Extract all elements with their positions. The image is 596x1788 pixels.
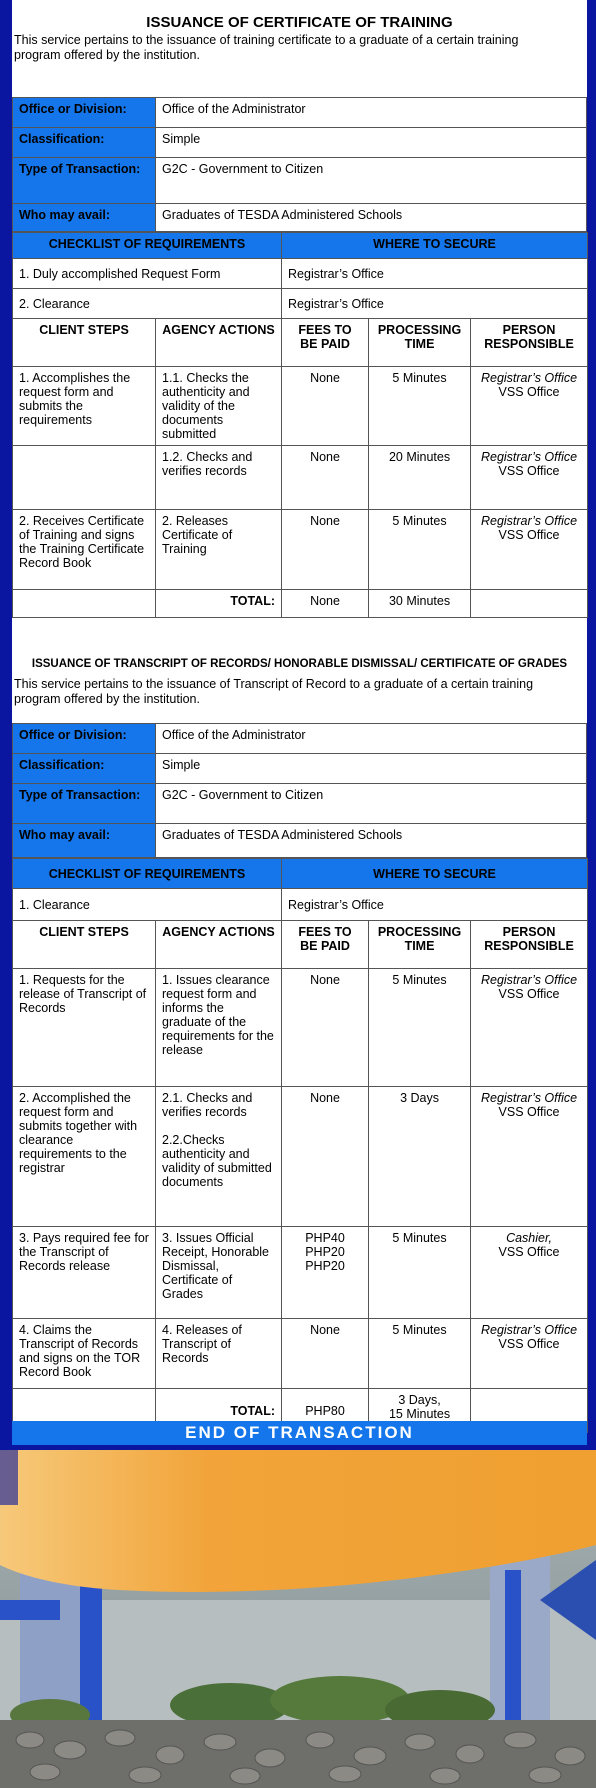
- processing-time: 5 Minutes: [369, 1227, 471, 1319]
- person-responsible: [471, 446, 588, 510]
- checklist-header: CHECKLIST OF REQUIREMENTS: [13, 233, 282, 259]
- requirement-item: 1. Clearance: [13, 889, 282, 921]
- empty-cell: [471, 590, 588, 618]
- processing-time: 5 Minutes: [369, 367, 471, 446]
- col-fees: FEES TO BE PAID: [282, 319, 369, 367]
- processing-time: 5 Minutes: [369, 510, 471, 590]
- person-responsible: [471, 1227, 588, 1319]
- section2-process-table: [12, 858, 588, 1433]
- processing-time: 5 Minutes: [369, 1319, 471, 1389]
- agency-action: [156, 1087, 282, 1227]
- agency-action: 1.2. Checks and verifies records: [156, 446, 282, 510]
- table-row: [13, 367, 588, 446]
- fee: None: [282, 510, 369, 590]
- info-label: Type of Transaction:: [13, 784, 156, 824]
- info-label: Who may avail:: [13, 204, 156, 232]
- info-value: G2C - Government to Citizen: [156, 784, 587, 824]
- person-line: Registrar’s Office: [480, 450, 578, 464]
- total-time-line: 3 Days,: [398, 1393, 441, 1407]
- info-label: Office or Division:: [13, 98, 156, 128]
- person-line: Registrar’s Office: [480, 1091, 578, 1105]
- client-step: 4. Claims the Transcript of Records and signs on the TOR Record Book: [13, 1319, 156, 1389]
- col-person-responsible: PERSON RESPONSIBLE: [471, 319, 588, 367]
- fee: [282, 1227, 369, 1319]
- person-line: VSS Office: [498, 1105, 560, 1119]
- col-processing-time: PROCESSING TIME: [369, 319, 471, 367]
- document-page: [12, 0, 587, 1430]
- fee: None: [282, 446, 369, 510]
- requirement-where: Registrar’s Office: [282, 289, 588, 319]
- requirement-item: 1. Duly accomplished Request Form: [13, 259, 282, 289]
- fee: None: [282, 969, 369, 1087]
- section2-title: ISSUANCE OF TRANSCRIPT OF RECORDS/ HONORABLE DISMISSAL/ CERTIFICATE OF GRADES: [31, 658, 568, 670]
- fee-line: PHP40: [305, 1231, 345, 1245]
- person-line: VSS Office: [498, 987, 560, 1001]
- client-step: 2. Receives Certificate of Training and signs the Training Certificate Record Book: [13, 510, 156, 590]
- client-step: 1. Requests for the release of Transcript of Records: [13, 969, 156, 1087]
- agency-action-line: 2.1. Checks and verifies records: [162, 1091, 253, 1119]
- person-line: VSS Office: [498, 528, 560, 542]
- col-processing-time: PROCESSING TIME: [369, 921, 471, 969]
- total-fee: None: [282, 590, 369, 618]
- empty-cell: [13, 590, 156, 618]
- col-person-responsible: PERSON RESPONSIBLE: [471, 921, 588, 969]
- info-label: Who may avail:: [13, 824, 156, 858]
- person-responsible: [471, 510, 588, 590]
- person-line: Cashier,: [506, 1231, 552, 1245]
- person-responsible: [471, 969, 588, 1087]
- requirement-where: Registrar’s Office: [282, 259, 588, 289]
- info-label: Classification:: [13, 128, 156, 158]
- info-value: Office of the Administrator: [156, 724, 587, 754]
- total-label: TOTAL:: [156, 590, 282, 618]
- info-value: Simple: [156, 754, 587, 784]
- table-row: [13, 510, 588, 590]
- person-line: VSS Office: [498, 1245, 560, 1259]
- section1-description: This service pertains to the issuance of training certificate to a graduate of a certain training program offered by the institution.: [14, 33, 519, 62]
- person-line: VSS Office: [498, 1337, 560, 1351]
- agency-action: 2. Releases Certificate of Training: [156, 510, 282, 590]
- client-step: 3. Pays required fee for the Transcript of Records release: [13, 1227, 156, 1319]
- fee-line: PHP20: [305, 1259, 345, 1273]
- person-line: Registrar’s Office: [480, 514, 578, 528]
- col-fees: FEES TO BE PAID: [282, 921, 369, 969]
- info-label: Office or Division:: [13, 724, 156, 754]
- person-responsible: [471, 367, 588, 446]
- person-responsible: [471, 1087, 588, 1227]
- fee-line: PHP20: [305, 1245, 345, 1259]
- total-time-line: 15 Minutes: [388, 1407, 451, 1421]
- agency-action: 1.1. Checks the authenticity and validity of the documents submitted: [156, 367, 282, 446]
- total-label: TOTAL:: [156, 1389, 282, 1433]
- table-row: [13, 1227, 588, 1319]
- client-step: [13, 446, 156, 510]
- info-label: Classification:: [13, 754, 156, 784]
- spacer: [12, 618, 587, 658]
- table-row: [13, 1319, 588, 1389]
- client-step: 1. Accomplishes the request form and submits the requirements: [13, 367, 156, 446]
- col-agency-actions: AGENCY ACTIONS: [156, 921, 282, 969]
- agency-action: 4. Releases of Transcript of Records: [156, 1319, 282, 1389]
- total-fee: PHP80: [282, 1389, 369, 1433]
- info-value: Graduates of TESDA Administered Schools: [156, 204, 587, 232]
- agency-action: 1. Issues clearance request form and informs the graduate of the requirements for the release: [156, 969, 282, 1087]
- processing-time: 3 Days: [369, 1087, 471, 1227]
- col-agency-actions: AGENCY ACTIONS: [156, 319, 282, 367]
- person-line: Registrar’s Office: [480, 371, 578, 385]
- campus-photo: [0, 1450, 596, 1788]
- agency-action: 3. Issues Official Receipt, Honorable Dismissal, Certificate of Grades: [156, 1227, 282, 1319]
- person-line: Registrar’s Office: [480, 1323, 578, 1337]
- info-label: Type of Transaction:: [13, 158, 156, 204]
- section1-title: ISSUANCE OF CERTIFICATE OF TRAINING: [146, 14, 453, 31]
- fee: None: [282, 1319, 369, 1389]
- person-responsible: [471, 1319, 588, 1389]
- requirement-item: 2. Clearance: [13, 289, 282, 319]
- section1-process-table: [12, 232, 588, 618]
- client-step: 2. Accomplished the request form and submits together with clearance requirements to the registrar: [13, 1087, 156, 1227]
- person-line: Registrar’s Office: [480, 973, 578, 987]
- info-value: Simple: [156, 128, 587, 158]
- campus-photo-graphic: [0, 1450, 596, 1788]
- section2-info-table: [12, 723, 587, 858]
- section2-description: This service pertains to the issuance of Transcript of Record to a graduate of a certain training program offered by the institution.: [14, 677, 534, 706]
- table-row: [13, 1087, 588, 1227]
- section1-info-table: [12, 97, 587, 232]
- where-header: WHERE TO SECURE: [282, 859, 588, 889]
- info-value: Office of the Administrator: [156, 98, 587, 128]
- info-value: Graduates of TESDA Administered Schools: [156, 824, 587, 858]
- table-row: [13, 446, 588, 510]
- processing-time: 5 Minutes: [369, 969, 471, 1087]
- fee: None: [282, 1087, 369, 1227]
- info-value: G2C - Government to Citizen: [156, 158, 587, 204]
- processing-time: 20 Minutes: [369, 446, 471, 510]
- agency-action-line: 2.2.Checks authenticity and validity of submitted documents: [162, 1133, 272, 1189]
- end-of-transaction-banner: END OF TRANSACTION: [12, 1421, 587, 1445]
- col-client-steps: CLIENT STEPS: [13, 921, 156, 969]
- total-time: 30 Minutes: [369, 590, 471, 618]
- person-line: VSS Office: [498, 464, 560, 478]
- requirement-where: Registrar’s Office: [282, 889, 588, 921]
- total-row: [13, 590, 588, 618]
- where-header: WHERE TO SECURE: [282, 233, 588, 259]
- person-line: VSS Office: [498, 385, 560, 399]
- col-client-steps: CLIENT STEPS: [13, 319, 156, 367]
- table-row: [13, 969, 588, 1087]
- fee: None: [282, 367, 369, 446]
- checklist-header: CHECKLIST OF REQUIREMENTS: [13, 859, 282, 889]
